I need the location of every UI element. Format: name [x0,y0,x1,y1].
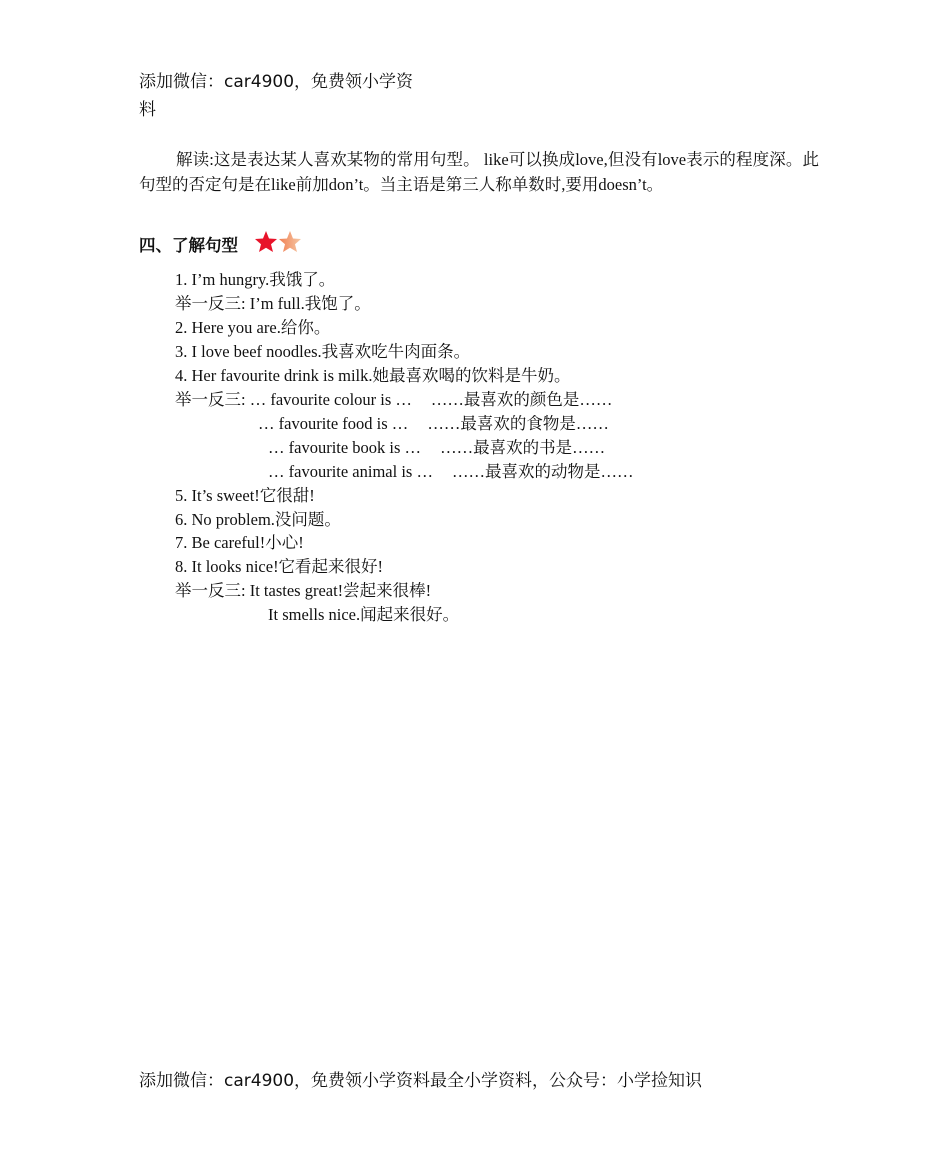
favourite-colour-zh: ……最喜欢的颜色是…… [430,390,613,409]
favourite-book-zh: ……最喜欢的书是…… [440,438,606,457]
footer-note: 添加微信：car4900，免费领小学资料最全小学资料，公众号：小学捡知识 [139,1071,703,1091]
section-heading [139,230,302,258]
favourite-food-line [258,412,609,436]
sentence-1-extension: 举一反三: I’m full.我饱了。 [175,294,371,313]
intro-paragraph: 解读:这是表达某人喜欢某物的常用句型。 like可以换成love,但没有love表示的程度深。此句型的否定句是在like前加don’t。当主语是第三人称单数时,要用doesn’t。 [139,150,819,194]
header-note [139,68,459,124]
section-title: 四、了解句型 [139,236,238,255]
sentence-4: 4. Her favourite drink is milk.她最喜欢喝的饮料是牛奶。 [175,366,571,385]
sentence-2: 2. Here you are.给你。 [175,318,331,337]
favourite-animal-line [268,460,633,484]
star-red-icon [254,230,278,253]
favourite-food-en: … favourite food is … [258,414,409,433]
favourite-colour-line [175,388,612,412]
sentence-8: 8. It looks nice!它看起来很好! [175,557,384,576]
favourite-animal-zh: ……最喜欢的动物是…… [451,462,634,481]
sentence-7: 7. Be careful!小心! [175,533,304,552]
sentence-5: 5. It’s sweet!它很甜! [175,486,315,505]
header-line-2: 料 [139,100,156,120]
star-half-icon [278,230,302,253]
sentence-8-extension-2: It smells nice.闻起来很好。 [268,605,460,624]
sentence-6: 6. No problem.没问题。 [175,510,341,529]
favourite-colour-en: 举一反三: … favourite colour is … [175,390,412,409]
sentence-1: 1. I’m hungry.我饿了。 [175,270,336,289]
difficulty-stars [254,230,302,253]
sentence-3: 3. I love beef noodles.我喜欢吃牛肉面条。 [175,342,471,361]
favourite-animal-en: … favourite animal is … [268,462,433,481]
sentence-8-extension: 举一反三: It tastes great!尝起来很棒! [175,581,432,600]
favourite-food-zh: ……最喜欢的食物是…… [427,414,609,433]
favourite-book-line [268,436,605,460]
header-line-1: 添加微信：car4900，免费领小学资 [139,72,414,92]
favourite-book-en: … favourite book is … [268,438,422,457]
